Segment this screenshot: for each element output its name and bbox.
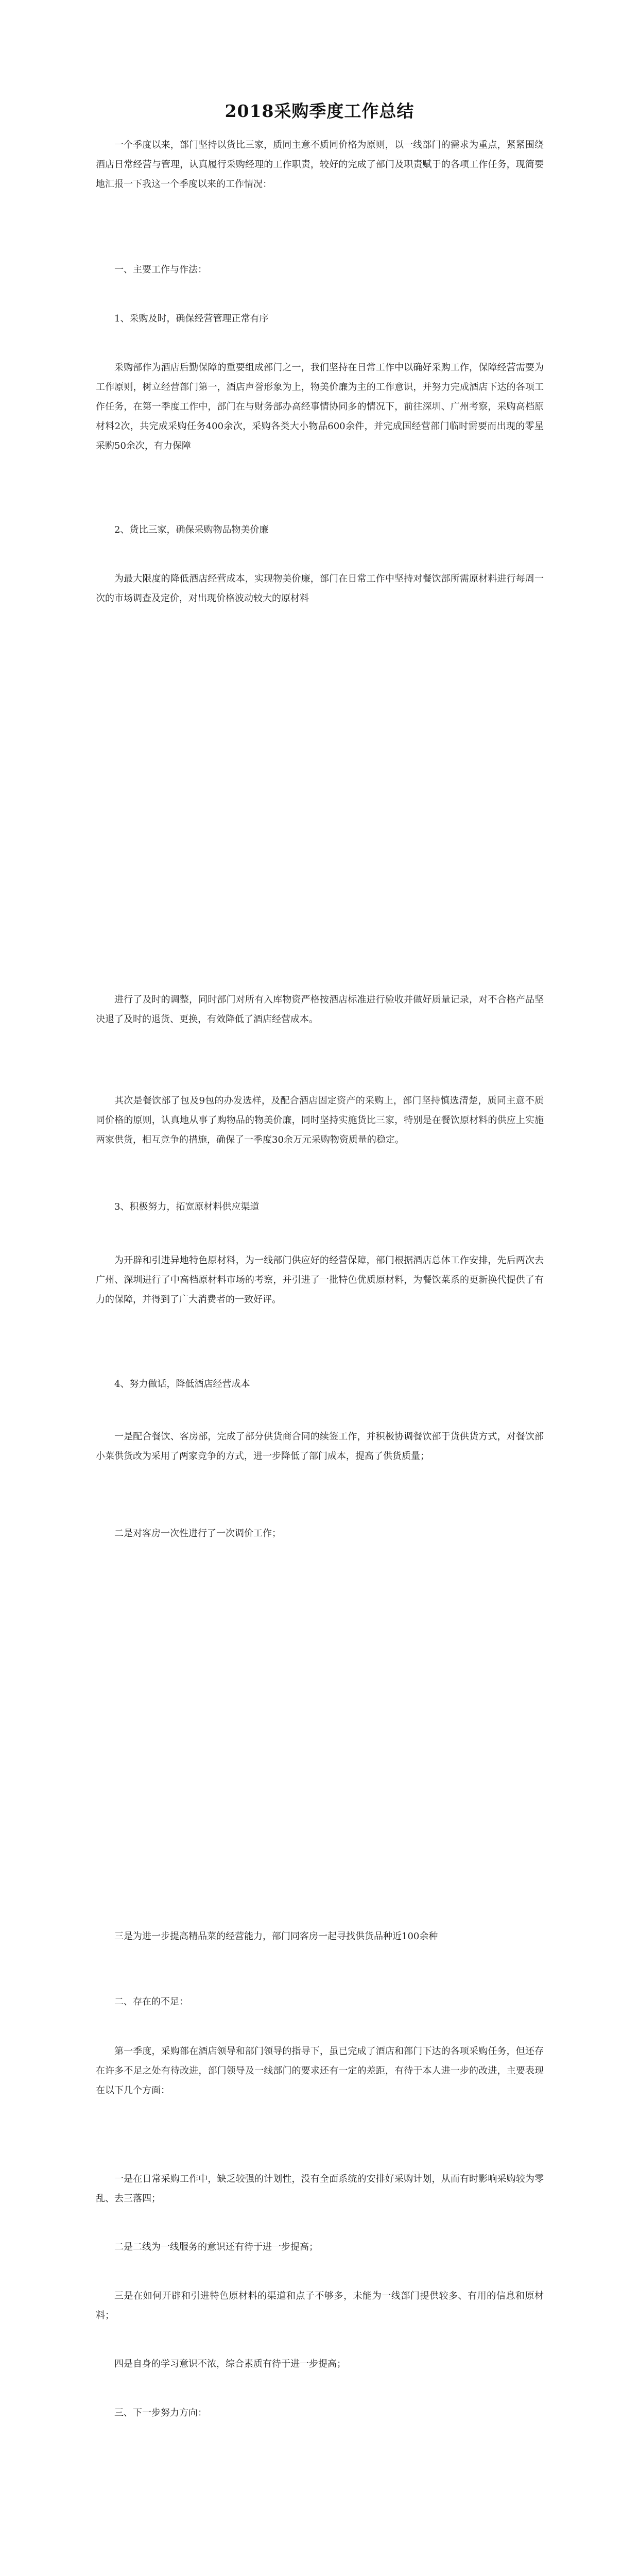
- paragraph-issue-3: 三是在如何开辟和引进特色原材料的渠道和点子不够多，未能为一线部门提供较多、有用的信息和原材料；: [96, 2291, 544, 2321]
- paragraph-quality-check: 进行了及时的调整，同时部门对所有入库物资严格按酒店标准进行验收并做好质量记录，对不合格产品坚决退了及时的退货、更换，有效降低了酒店经营成本。: [96, 994, 544, 1025]
- section-heading-1: 一、主要工作与作法：: [114, 264, 207, 275]
- paragraph-cost-3: 三是为进一步提高精品菜的经营能力，部门同客房一起寻找供货品种近100余种: [114, 1931, 438, 1942]
- paragraph-issue-1: 一是在日常采购工作中，缺乏较强的计划性，没有全面系统的安排好采购计划，从而有时影响采购较为零乱、去三落四；: [96, 2174, 544, 2204]
- paragraph-issue-2: 二是二线为一线服务的意识还有待于进一步提高；: [114, 2242, 318, 2252]
- subheading-2: 2、货比三家，确保采购物品物美价廉: [114, 524, 269, 535]
- paragraph-sourcing: 为开辟和引进异地特色原材料，为一线部门供应好的经营保障，部门根据酒店总体工作安排，先后两次去广州、深圳进行了中高档原材料市场的考察，并引进了一批特色优质原材料，为餐饮菜系的更新换代提供了有力的保障，并得到了广大消费者的一致好评。: [96, 1255, 544, 1305]
- intro-paragraph: 一个季度以来，部门坚持以货比三家，质同主意不质同价格为原则，以一线部门的需求为重点，紧紧围绕酒店日常经营与管理，认真履行采购经理的工作职责，较好的完成了部门及职责赋于的各项工作任务，现简要地汇报一下我这一个季度以来的工作情况：: [96, 140, 544, 190]
- paragraph-cost-1: 一是配合餐饮、客房部，完成了部分供货商合同的续签工作，并积极协调餐饮部于货供货方式，对餐饮部小菜供货改为采用了两家竞争的方式，进一步降低了部门成本，提高了供货质量；: [96, 1431, 544, 1462]
- subheading-1: 1、采购及时，确保经营管理正常有序: [114, 313, 269, 324]
- subheading-3: 3、积极努力，拓宽原材料供应渠道: [114, 1201, 260, 1212]
- paragraph-procurement: 采购部作为酒店后勤保障的重要组成部门之一，我们坚持在日常工作中以确好采购工作，保障经营需要为工作原则，树立经营部门第一，酒店声誉形象为上，物美价廉为主的工作意识，并努力完成酒店下达的各项工作任务，在第一季度工作中，部门在与财务部办高经事情协同多的情况下，前往深圳、广州考察，采购高档原材料2次，共完成采购任务400余次，采购各类大小物品600余件，并完成国经营部门临时需要而出现的零星采购50余次，有力保障: [96, 362, 544, 451]
- paragraph-cost-2: 二是对客房一次性进行了一次调价工作；: [114, 1528, 281, 1539]
- section-heading-3: 三、下一步努力方向：: [114, 2408, 207, 2418]
- section-heading-2: 二、存在的不足：: [114, 1996, 188, 2007]
- paragraph-suppliers: 其次是餐饮部了包及9包的办发选样，及配合酒店固定资产的采购上，部门坚持慎选清楚，质同主意不质同价格的原则，认真地从事了购物品的物美价廉，同时坚持实施货比三家，特别是在餐饮原材料的供应上实施两家供货，相互竞争的措施，确保了一季度30余万元采购物资质量的稳定。: [96, 1095, 544, 1145]
- paragraph-shortcomings: 第一季度，采购部在酒店领导和部门领导的指导下，虽已完成了酒店和部门下达的各项采购任务，但还存在许多不足之处有待改进，部门领导及一线部门的要求还有一定的差距，有待于本人进一步的改进，主要表现在以下几个方面：: [96, 2046, 544, 2096]
- document-title: 2018采购季度工作总结: [224, 101, 415, 122]
- paragraph-issue-4: 四是自身的学习意识不浓，综合素质有待于进一步提高；: [114, 2359, 346, 2369]
- subheading-4: 4、努力做话，降低酒店经营成本: [114, 1379, 250, 1389]
- paragraph-price-comparison: 为最大限度的降低酒店经营成本，实现物美价廉，部门在日常工作中坚持对餐饮部所需原材料进行每周一次的市场调查及定价，对出现价格波动较大的原材料: [96, 573, 544, 604]
